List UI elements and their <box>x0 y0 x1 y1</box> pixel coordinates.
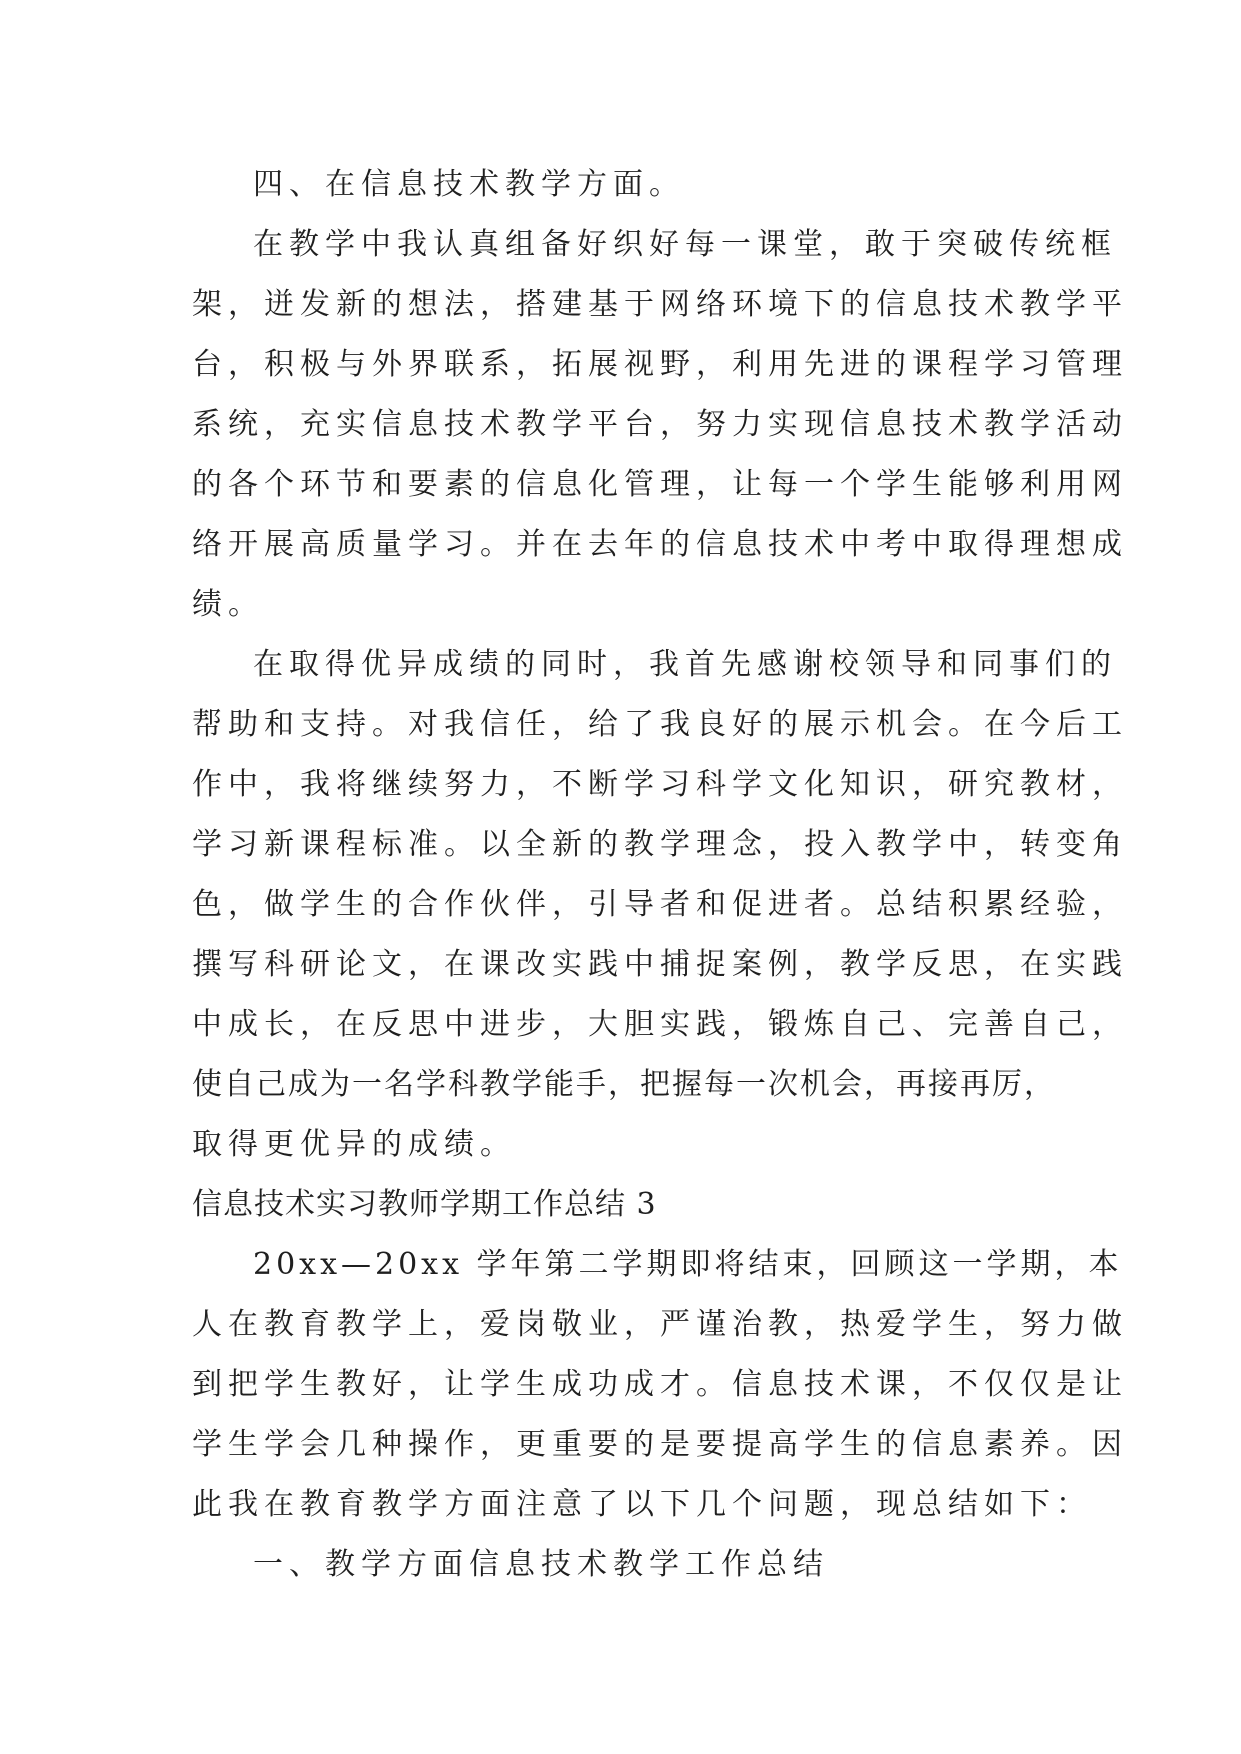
text-line: 架，迸发新的想法，搭建基于网络环境下的信息技术教学平 <box>192 287 1128 322</box>
text-line: 在教学中我认真组备好织好每一课堂，敢于突破传统框 <box>253 227 1117 262</box>
text-line: 人在教育教学上，爱岗敬业，严谨治教，热爱学生，努力做 <box>192 1307 1128 1342</box>
text-line: 学生学会几种操作，更重要的是要提高学生的信息素养。因 <box>192 1427 1128 1462</box>
text-line: 色，做学生的合作伙伴，引导者和促进者。总结积累经验， <box>192 887 1128 922</box>
text-line: 一、教学方面信息技术教学工作总结 <box>253 1547 829 1582</box>
text-line: 学习新课程标准。以全新的教学理念，投入教学中，转变角 <box>192 827 1128 862</box>
text-line: 到把学生教好，让学生成功成才。信息技术课，不仅仅是让 <box>192 1367 1128 1402</box>
text-line: 中成长，在反思中进步，大胆实践，锻炼自己、完善自己， <box>192 1007 1128 1042</box>
text-line: 台，积极与外界联系，拓展视野，利用先进的课程学习管理 <box>192 347 1128 382</box>
document-body <box>192 155 1128 1595</box>
paragraph-teaching-platform <box>192 215 1128 635</box>
text-line: 在取得优异成绩的同时，我首先感谢校领导和同事们的 <box>253 647 1117 682</box>
text-line: 20xx—20xx 学年第二学期即将结束，回顾这一学期，本 <box>253 1247 1123 1282</box>
text-line: 系统，充实信息技术教学平台，努力实现信息技术教学活动 <box>192 407 1128 442</box>
text-line: 四、在信息技术教学方面。 <box>253 167 685 202</box>
paragraph-semester-review <box>192 1235 1128 1535</box>
text-line: 撰写科研论文，在课改实践中捕捉案例，教学反思，在实践 <box>192 947 1128 982</box>
text-line: 作中，我将继续努力，不断学习科学文化知识，研究教材， <box>192 767 1128 802</box>
section-heading-four <box>192 155 1050 215</box>
text-line: 绩。 <box>192 587 264 622</box>
text-line: 帮助和支持。对我信任，给了我良好的展示机会。在今后工 <box>192 707 1128 742</box>
text-line: 使自己成为一名学科教学能手，把握每一次机会，再接再厉， <box>192 1067 1056 1102</box>
article-title <box>192 1175 1050 1235</box>
text-line: 此我在教育教学方面注意了以下几个问题，现总结如下： <box>192 1487 1092 1522</box>
paragraph-thanks-and-plans <box>192 635 1128 1175</box>
text-line: 取得更优异的成绩。 <box>192 1127 516 1162</box>
section-heading-one <box>192 1535 1050 1595</box>
text-line: 信息技术实习教师学期工作总结 3 <box>192 1187 657 1222</box>
text-line: 络开展高质量学习。并在去年的信息技术中考中取得理想成 <box>192 527 1128 562</box>
text-line: 的各个环节和要素的信息化管理，让每一个学生能够利用网 <box>192 467 1128 502</box>
